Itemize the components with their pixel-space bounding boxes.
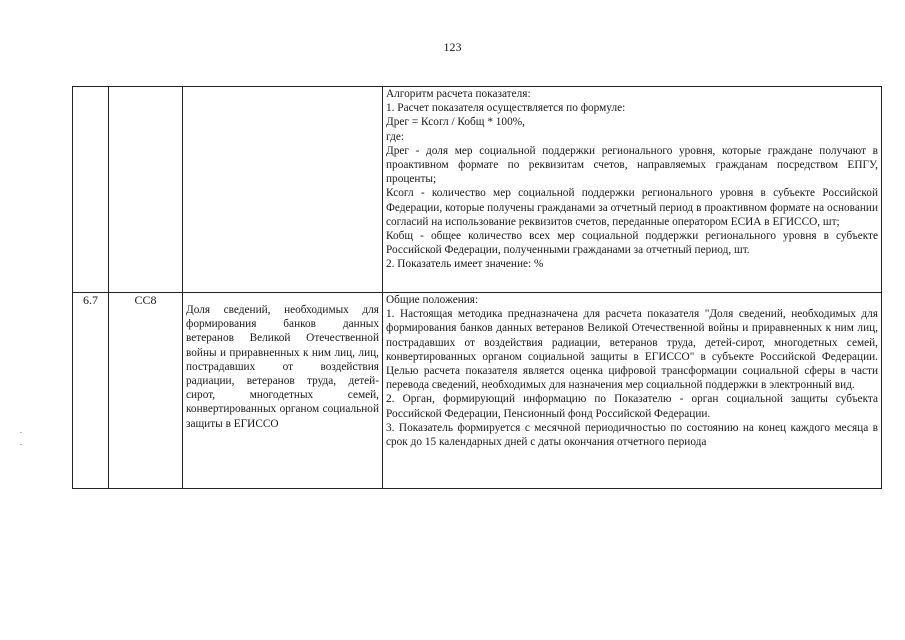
indicator-name-cell (183, 87, 383, 293)
method-heading: Алгоритм расчета показателя: (386, 88, 531, 100)
indicator-table (72, 86, 882, 489)
indicator-name-cell (183, 293, 383, 489)
table-row (73, 87, 882, 293)
row-number-cell (73, 87, 109, 293)
method-paragraph: Ксогл - количество мер социальной поддержки регионального уровня в субъекте Российской Федерации, которые получены гражданами за отчетный период в проактивном формате на основании согласий на использование реквизитов счетов, переданные оператором ЕСИА в ЕГИССО, шт; (386, 187, 878, 228)
method-paragraph: 3. Показатель формируется с месячной периодичностью по состоянию на конец каждого месяца в срок до 15 календарных дней с даты окончания отчетного периода (386, 421, 878, 449)
formula-line: Дрег = Ксогл / Кобщ * 100%, (386, 116, 525, 129)
indicator-method-cell (383, 87, 882, 293)
table-row (73, 293, 882, 489)
indicator-code-cell (109, 87, 183, 293)
method-heading: Общие положения: (386, 294, 479, 306)
method-paragraph: 1. Расчет показателя осуществляется по формуле: (386, 102, 626, 115)
method-paragraph: 2. Показатель имеет значение: % (386, 258, 544, 271)
method-paragraph: Кобщ - общее количество всех мер социальной поддержки регионального уровня в субъекте Российской Федерации, полученными гражданами за отчетный период, шт. (386, 230, 878, 257)
method-paragraph: Дрег - доля мер социальной поддержки регионального уровня, которые граждане получают в проактивном формате по реквизитам счетов, направляемых гражданам посредством ЕПГУ, проценты; (386, 144, 878, 186)
margin-mark (20, 432, 22, 433)
method-paragraph: 1. Настоящая методика предназначена для расчета показателя "Доля сведений, необходимых для формирования банков данных ветеранов Великой Отечественной войны и приравненных к ним лиц, пострадавших от воздействия радиации, ветеранов труда, детей-сирот, многодетных семей, конвертированных органом социальной защиты в ЕГИССО" в субъекте Российской Федерации. Целью расчета показателя является оценка цифровой трансформации социальной сферы в части перевода сведений, необходимых для назначения мер социальной поддержки в электронный вид. (386, 308, 878, 392)
indicator-name-text: Доля сведений, необходимых для формирования банков данных ветеранов Великой Отечественной войны и приравненных к ним лиц, лиц, пострадавших от воздействия радиации, ветеранов труда, детей-сирот, многодетных семей, конвертированных органом социальной защиты в ЕГИССО (186, 304, 379, 430)
indicator-method-cell (383, 293, 882, 489)
method-paragraph: где: (386, 130, 404, 143)
page-number: 123 (443, 40, 462, 54)
method-paragraph: 2. Орган, формирующий информацию по Показателю - орган социальной защиты субъекта Российской Федерации, Пенсионный фонд Российской Федерации. (386, 393, 878, 420)
margin-mark (20, 444, 22, 445)
row-number-cell: 6.7 (73, 293, 109, 489)
indicator-code-cell: СС8 (109, 293, 183, 489)
